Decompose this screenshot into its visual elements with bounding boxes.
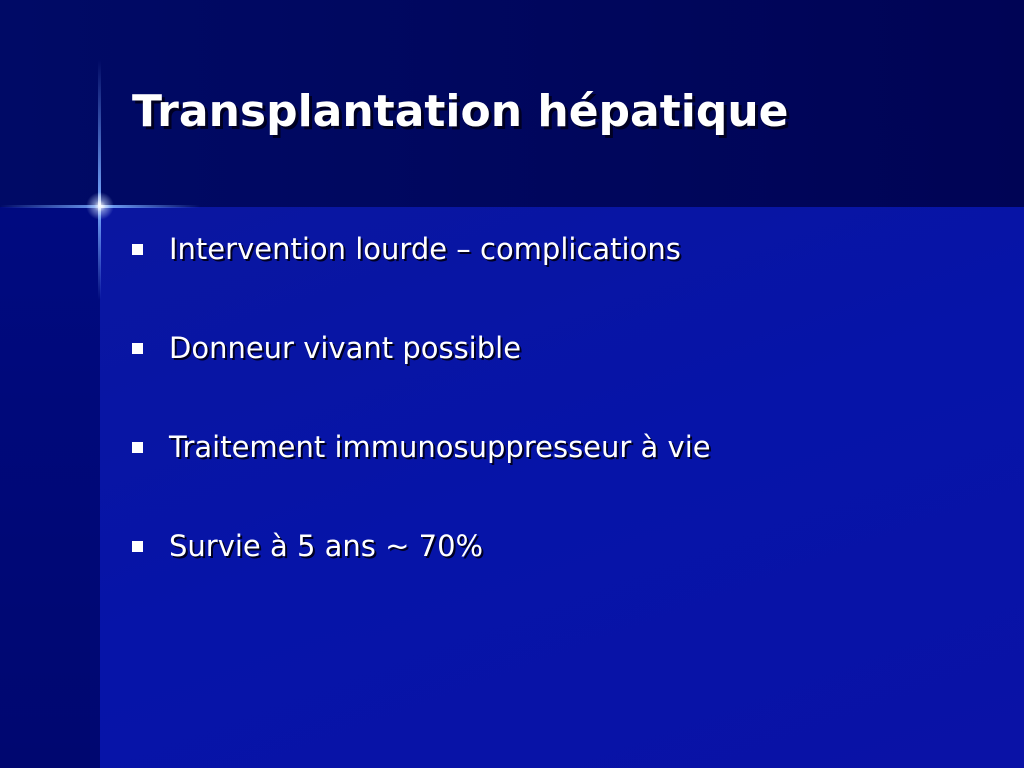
bullet-text: Survie à 5 ans ~ 70% xyxy=(169,529,484,563)
decorative-vertical-line xyxy=(98,60,101,300)
bullet-text: Traitement immunosuppresseur à vie xyxy=(169,430,711,464)
bullet-item xyxy=(132,228,711,270)
bullet-item xyxy=(132,525,711,567)
bullet-text: Donneur vivant possible xyxy=(169,331,522,365)
bullet-text: Intervention lourde – complications xyxy=(169,232,681,266)
square-bullet-icon xyxy=(132,541,143,552)
square-bullet-icon xyxy=(132,442,143,453)
slide-title: Transplantation hépatique xyxy=(132,86,789,137)
bullet-item xyxy=(132,327,711,369)
left-margin-band xyxy=(0,207,100,768)
square-bullet-icon xyxy=(132,244,143,255)
sparkle-decoration xyxy=(86,192,114,220)
bullet-list xyxy=(132,228,711,624)
square-bullet-icon xyxy=(132,343,143,354)
bullet-item xyxy=(132,426,711,468)
